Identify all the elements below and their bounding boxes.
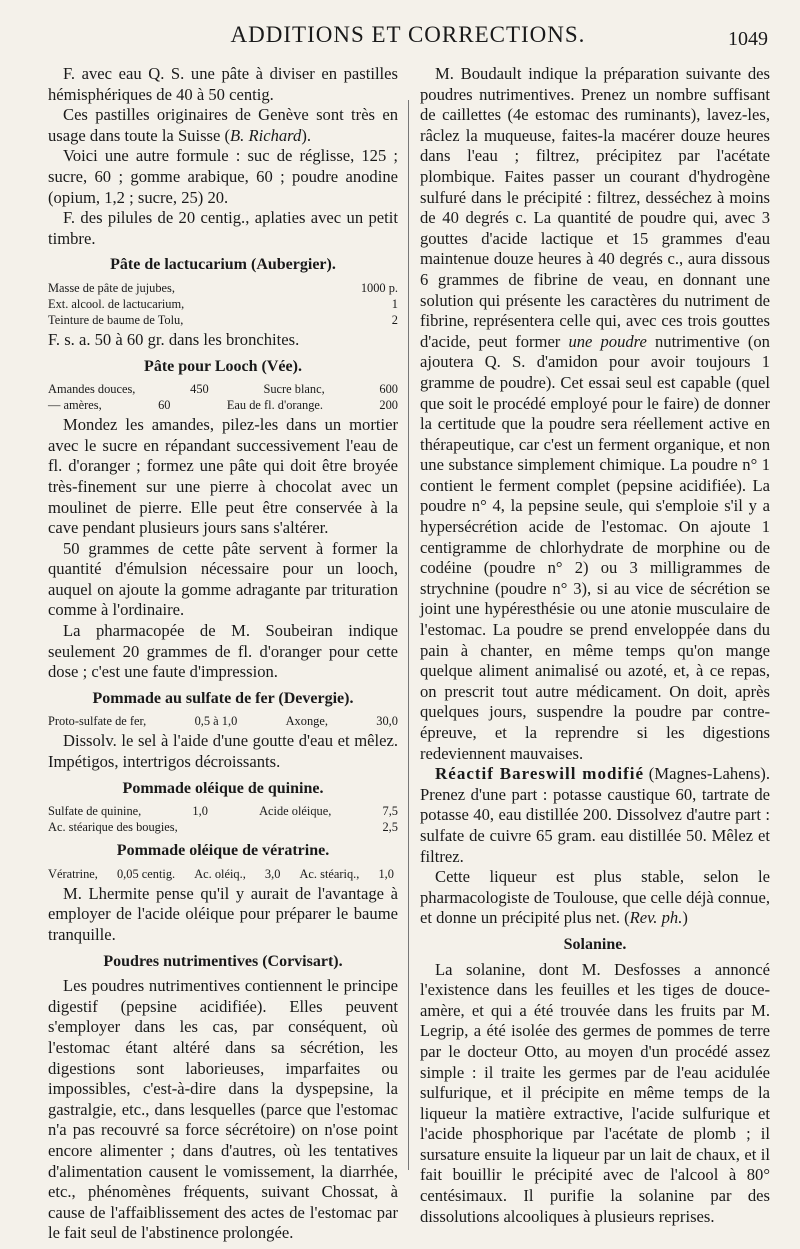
section-heading: Solanine.	[563, 935, 627, 953]
page-header	[48, 22, 768, 56]
left-column	[48, 64, 398, 1244]
paragraph: M. Boudault indique la préparation suivante des poudres nutrimentives. Prenez un nombre suffisant de caillettes (4e estomac des ruminants), lavez-les, râclez la muqueuse, faites-la macérer douze heures dans l'eau ; filtrez, précipitez par l'acétate plombique. Faites passer un courant d'hydrogène sulfuré dans le précipité : filtrez, desséchez à moins de 40 degrés c. La quantité de poudre qui, avec 3 gouttes d'acide lactique et 15 grammes d'eau maintenue douze heures à 40 degrés c., aura dissous 6 grammes de fibrine de veau, en donnant une solution qui présente les caractères du nutriment de fibrine, représentera celle qui, avec ces trois gouttes d'acide, peut former une poudre nutrimentive (on ajoutera Q. S. d'amidon pour avoir toujours 1 gramme de poudre). Cet essai seul est capable (quel que soit le procédé employé pour le faire) de donner la certitude que la poudre sera réellement active en thérapeutique, car c'est un ferment organique, et non une substance simplement chimique. La poudre n° 1 contient le ferment complet (pepsine acidifiée). La poudre n° 4, la pepsine seule, qui s'emploie s'il y a hypersécrétion acide de l'estomac. On ajoute 1 centigramme de chlorhydrate de morphine ou de codéine (poudre n° 2) ou 3 milligrammes de strychnine (poudre n° 3), si au vice de sécrétion se joint une hypéresthésie ou une atonie musculaire de l'estomac. La poudre se prend enveloppée dans du pain à chanter, en même temps qu'on mange quelque aliment animalisé ou azoté, et, à ce repas, on prescrit tout autre médicament. On doit, après quelques jours, suspendre la poudre par contre-épreuve, et la reprendre si les digestions redeviennent mauvaises.	[420, 64, 770, 763]
section-heading: Poudres nutrimentives (Corvisart).	[103, 952, 343, 970]
paragraph: Cette liqueur est plus stable, selon le pharmacologiste de Toulouse, que celle déjà connue, et donne un précipité plus net. (Rev. ph.)	[420, 867, 770, 928]
column-divider	[408, 100, 409, 1170]
recipe-row: Vératrine, 0,05 centig. Ac. oléiq., 3,0 Ac. stéariq., 1,0	[48, 866, 394, 881]
paragraph: Réactif Bareswill modifié (Magnes-Lahens). Prenez d'une part : potasse caustique 60, tartrate de potasse 40, eau distillée 200. Dissolvez d'autre part : sulfate de cuivre 65 gram. eau distillée 50. Mêlez et filtrez.	[420, 764, 770, 866]
paragraph: La solanine, dont M. Desfosses a annoncé l'existence dans les feuilles et les tiges de douce-amère, et qui a été trouvée dans les fruits par M. Legrip, a été isolée des germes de pommes de terre par le docteur Otto, au moyen d'un procédé assez simple : il traite les germes par de l'eau acidulée sulfurique, et il précipite en même temps de la liqueur la matière extractive, l'acide sulfurique et l'acide phosphorique par l'acétate de plomb ; il sursature ensuite la liqueur par un lait de chaux, et il fait bouillir le précipité avec de l'alcool à 80° centésimaux. Il purifie la solanine par des dissolutions alcooliques à plusieurs reprises.	[420, 959, 770, 1226]
recipe-row: — amères, 60 Eau de fl. d'orange. 200	[48, 398, 398, 413]
recipe-row: Proto-sulfate de fer, 0,5 à 1,0 Axonge, 30,0	[48, 714, 398, 729]
paragraph: F. s. a. 50 à 60 gr. dans les bronchites.	[48, 329, 300, 349]
section-heading: Pommade oléique de quinine.	[122, 779, 324, 797]
paragraph: Les poudres nutrimentives contiennent le principe digestif (pepsine acidifiée). Elles peuvent s'employer dans les cas, par conséquent, où l'estomac étant altéré dans sa sécrétion, les digestions sont laborieuses, imparfaites ou impossibles, c'est-à-dire dans la dyspepsine, la gastralgie, etc., dans lesquelles (parce que l'estomac n'a pas recouvré sa force sécrétoire) on n'ose point encore alimenter ; dans d'autres, où les tentatives d'alimentation causent le vomissement, la diarrhée, etc., phénomènes fréquents, suivant Chossat, à cause de l'affaiblissement des actes de l'estomac par le fait seul de l'abstinence prolongée.	[48, 976, 398, 1243]
right-column	[420, 64, 770, 1227]
paragraph: Mondez les amandes, pilez-les dans un mortier avec le sucre en répandant successivement l'eau de fl. d'oranger ; formez une pâte qui doit être broyée très-finement sur une pierre à chocolat avec un moulinet de pierre. Elle peut être conservée à la cave pendant plusieurs jours sans s'altérer.	[48, 415, 398, 538]
section-heading: Pâte de lactucarium (Aubergier).	[110, 256, 336, 274]
recipe-table	[48, 713, 398, 729]
paragraph: La pharmacopée de M. Soubeiran indique seulement 20 grammes de fl. d'oranger pour cette dose ; c'est une faute d'impression.	[48, 621, 398, 682]
section-heading: Pâte pour Looch (Vée).	[144, 357, 302, 375]
running-title: ADDITIONS ET CORRECTIONS.	[230, 22, 586, 47]
recipe-table	[48, 280, 398, 328]
recipe-row: Masse de pâte de jujubes, 1000 p.	[48, 280, 398, 295]
paragraph: Dissolv. le sel à l'aide d'une goutte d'eau et mêlez. Impétigos, intertrigos décroissants.	[48, 731, 398, 772]
recipe-row: Sulfate de quinine, 1,0 Acide oléique, 7,5	[48, 804, 398, 819]
paragraph: M. Lhermite pense qu'il y aurait de l'avantage à employer de l'acide oléique pour préparer le baume tranquille.	[48, 883, 398, 944]
paragraph: Voici une autre formule : suc de réglisse, 125 ; sucre, 60 ; gomme arabique, 60 ; poudre anodine (opium, 1,2 ; sucre, 25) 20.	[48, 146, 398, 207]
recipe-row: Ext. alcool. de lactucarium, 1	[48, 296, 398, 311]
recipe-table	[48, 866, 398, 882]
paragraph: 50 grammes de cette pâte servent à former la quantité d'émulsion nécessaire pour un looch, auquel on ajoute la gomme adragante par trituration comme à l'ordinaire.	[48, 538, 398, 620]
section-heading: Pommade au sulfate de fer (Devergie).	[92, 689, 354, 707]
recipe-row: Teinture de baume de Tolu, 2	[48, 312, 398, 327]
paragraph: Ces pastilles originaires de Genève sont très en usage dans toute la Suisse (B. Richard).	[48, 105, 398, 145]
page-number: 1049	[728, 28, 768, 50]
recipe-row: Amandes douces, 450 Sucre blanc, 600	[48, 382, 398, 397]
paragraph: F. des pilules de 20 centig., aplaties avec un petit timbre.	[48, 208, 398, 248]
recipe-row: Ac. stéarique des bougies, 2,5	[48, 820, 398, 835]
recipe-table	[48, 803, 398, 835]
reagent-title: Réactif Bareswill modifié	[435, 764, 645, 784]
section-heading: Pommade oléique de vératrine.	[116, 842, 330, 860]
recipe-table	[48, 381, 398, 413]
paragraph: F. avec eau Q. S. une pâte à diviser en pastilles hémisphériques de 40 à 50 centig.	[48, 64, 398, 104]
